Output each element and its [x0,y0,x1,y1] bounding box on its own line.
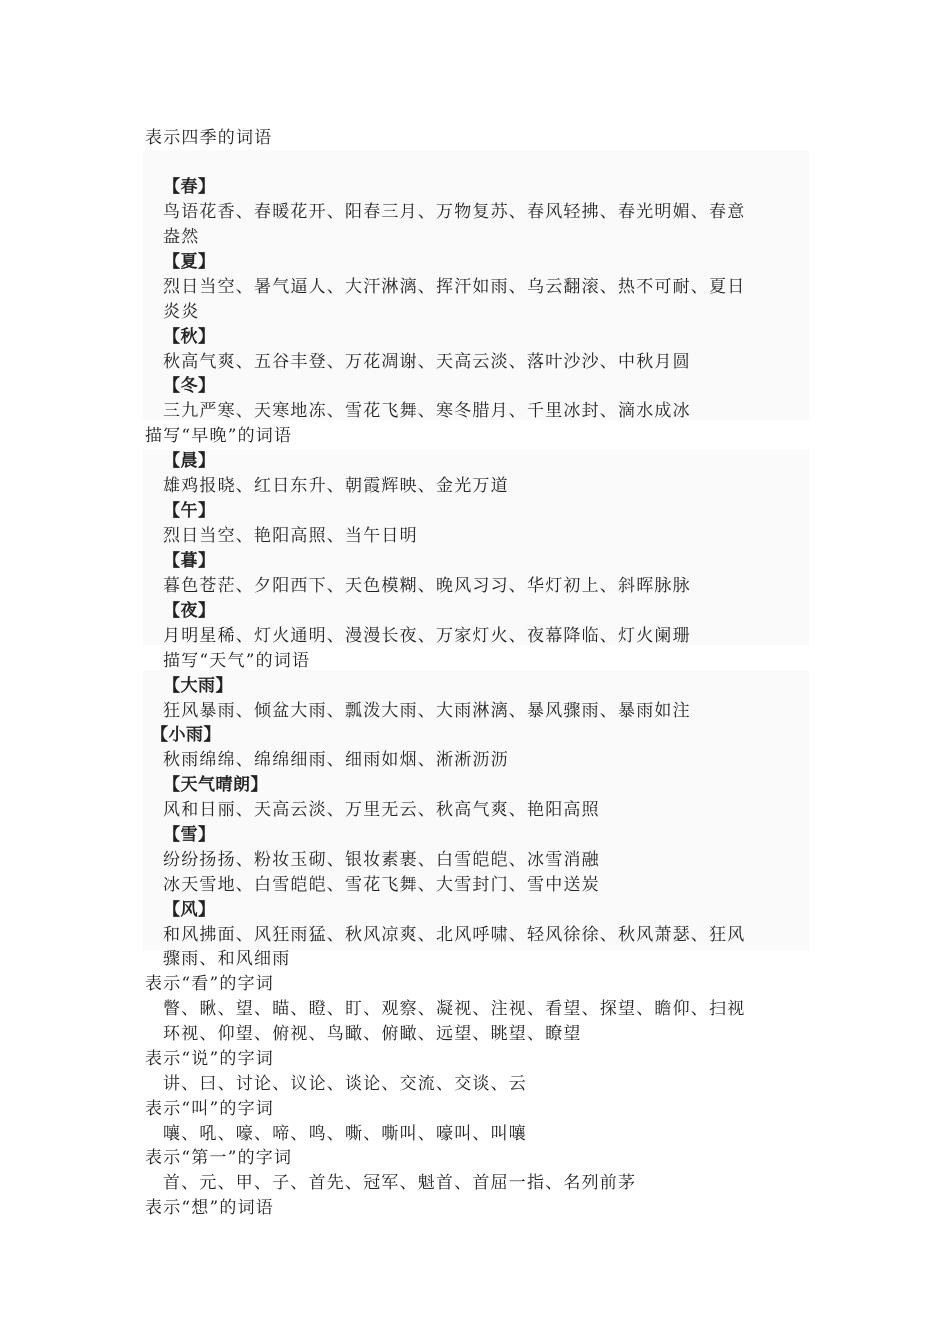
words-light-rain: 秋雨绵绵、绵绵细雨、细雨如烟、淅淅沥沥 [163,750,509,770]
heading-light-rain: 【小雨】 [151,725,221,745]
words-snow-line2: 冰天雪地、白雪皑皑、雪花飞舞、大雪封门、雪中送炭 [163,875,600,895]
section-title-think: 表示“想”的词语 [145,1198,274,1218]
words-winter: 三九严寒、天寒地冻、雪花飞舞、寒冬腊月、千里冰封、滴水成冰 [163,401,691,421]
words-sunny: 风和日丽、天高云淡、万里无云、秋高气爽、艳阳高照 [163,800,600,820]
words-dusk: 暮色苍茫、夕阳西下、天色模糊、晚风习习、华灯初上、斜晖脉脉 [163,576,691,596]
words-look-line2: 环视、仰望、俯视、鸟瞰、俯瞰、远望、眺望、瞭望 [163,1024,582,1044]
words-heavy-rain: 狂风暴雨、倾盆大雨、瓢泼大雨、大雨淋漓、暴风骤雨、暴雨如注 [163,701,691,721]
words-snow-line1: 纷纷扬扬、粉妆玉砌、银妆素裹、白雪皑皑、冰雪消融 [163,850,600,870]
heading-winter: 【冬】 [163,376,216,396]
section-title-call: 表示“叫”的字词 [145,1099,274,1119]
words-wind-line1: 和风拂面、风狂雨猛、秋风凉爽、北风呼啸、轻风徐徐、秋风萧瑟、狂风 [163,925,746,945]
section-title-say: 表示“说”的字词 [145,1049,274,1069]
heading-noon: 【午】 [163,501,216,521]
heading-spring: 【春】 [163,177,216,197]
words-summer-line2: 炎炎 [163,302,200,322]
heading-dusk: 【暮】 [163,551,216,571]
words-first: 首、元、甲、子、首先、冠军、魁首、首屈一指、名列前茅 [163,1173,637,1193]
words-wind-line2: 骤雨、和风细雨 [163,949,291,969]
words-night: 月明星稀、灯火通明、漫漫长夜、万家灯火、夜幕降临、灯火阑珊 [163,626,691,646]
section-title-first: 表示“第一”的字词 [145,1148,293,1168]
words-say: 讲、曰、讨论、议论、谈论、交流、交谈、云 [163,1074,527,1094]
heading-heavy-rain: 【大雨】 [163,676,233,696]
heading-sunny: 【天气晴朗】 [163,775,268,795]
section-title-weather: 描写“天气”的词语 [163,651,311,671]
section-title-look: 表示“看”的字词 [145,974,274,994]
heading-autumn: 【秋】 [163,327,216,347]
section-title-seasons: 表示四季的词语 [145,128,273,148]
words-morning: 雄鸡报晓、红日东升、朝霞辉映、金光万道 [163,476,509,496]
words-noon: 烈日当空、艳阳高照、当午日明 [163,526,418,546]
words-spring-line2: 盎然 [163,227,200,247]
heading-morning: 【晨】 [163,451,216,471]
heading-night: 【夜】 [163,601,216,621]
heading-wind: 【风】 [163,900,216,920]
heading-summer: 【夏】 [163,252,216,272]
words-autumn: 秋高气爽、五谷丰登、万花凋谢、天高云淡、落叶沙沙、中秋月圆 [163,352,691,372]
heading-snow: 【雪】 [163,825,216,845]
words-call: 嚷、吼、嚎、啼、鸣、嘶、嘶叫、嚎叫、叫嚷 [163,1124,527,1144]
words-summer-line1: 烈日当空、暑气逼人、大汗淋漓、挥汗如雨、乌云翻滚、热不可耐、夏日 [163,277,746,297]
words-spring-line1: 鸟语花香、春暖花开、阳春三月、万物复苏、春风轻拂、春光明媚、春意 [163,202,746,222]
words-look-line1: 瞥、瞅、望、瞄、瞪、盯、观察、凝视、注视、看望、探望、瞻仰、扫视 [163,999,746,1019]
section-title-daytime: 描写“早晚”的词语 [145,426,293,446]
